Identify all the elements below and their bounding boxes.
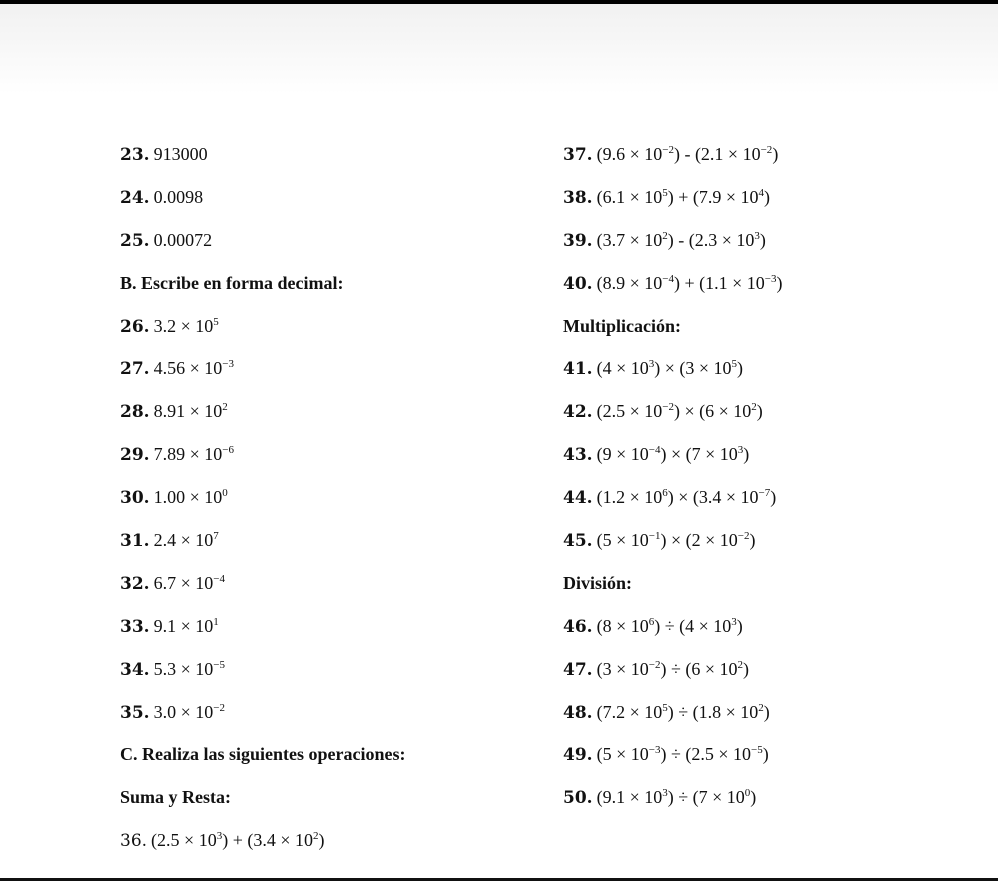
expression-part: ): [772, 144, 779, 164]
exercise-expression: [154, 487, 228, 507]
expression-part: (3.7 × 10: [596, 229, 663, 250]
exponent: 2: [313, 830, 319, 843]
expression-part: ): [736, 615, 743, 636]
expression-part: 4.56 × 10: [153, 358, 223, 379]
expression-part: (9 × 10: [596, 444, 649, 465]
expression-part: ) + (1.1 × 10: [673, 272, 765, 293]
exercise-item: [120, 697, 540, 740]
exponent: 2: [751, 401, 757, 414]
exponent: 2: [737, 658, 743, 671]
exponent: −2: [662, 144, 674, 156]
exercise-number: 33.: [120, 616, 150, 637]
exponent: −1: [648, 530, 661, 543]
section-heading: [120, 739, 540, 782]
expression-part: ): [759, 229, 766, 250]
section-heading: [563, 311, 983, 354]
expression-part: (2.5 × 10: [151, 830, 217, 851]
expression-part: (4 × 10: [596, 358, 649, 379]
exercise-expression: [597, 187, 770, 207]
exponent: 3: [662, 787, 668, 800]
exponent: −2: [760, 144, 773, 156]
exercise-item: [120, 225, 540, 268]
exercise-number: 25.: [120, 230, 150, 251]
expression-part: 9.1 × 10: [153, 615, 214, 636]
top-shadow: [0, 4, 998, 94]
exercise-number: 48.: [563, 702, 593, 723]
exponent: 6: [662, 487, 668, 500]
section-heading-text: B. Escribe en forma decimal:: [120, 272, 344, 293]
exercise-item: [563, 439, 983, 482]
exponent: −4: [213, 572, 225, 585]
expression-part: ) ÷ (1.8 × 10: [667, 701, 759, 722]
expression-part: ): [737, 358, 744, 379]
expression-part: ): [770, 487, 777, 508]
exercise-number: 41.: [563, 359, 593, 380]
exercise-number: 27.: [120, 359, 150, 380]
exercise-expression: [154, 659, 225, 679]
expression-part: ) × (2 × 10: [660, 530, 738, 551]
exponent: −2: [737, 530, 750, 543]
exponent: −4: [662, 272, 674, 285]
section-heading-text: Suma y Resta:: [120, 787, 231, 808]
exercise-number: 38.: [563, 187, 593, 208]
left-column: [120, 139, 540, 868]
exponent: −5: [750, 744, 763, 757]
expression-part: 6.7 × 10: [153, 572, 214, 593]
exercise-expression: [597, 487, 777, 507]
expression-part: ): [776, 272, 783, 293]
expression-part: ) + (7.9 × 10: [667, 186, 759, 207]
exercise-item: [120, 439, 540, 482]
exercise-item: [563, 225, 983, 268]
exercise-number: 50.: [563, 788, 593, 809]
exercise-number: 35.: [120, 702, 150, 723]
exercise-number: 24.: [120, 187, 150, 208]
expression-part: ) ÷ (7 × 10: [667, 787, 745, 808]
expression-part: 7.89 × 10: [153, 444, 223, 465]
exercise-expression: [154, 573, 225, 593]
expression-part: (7.2 × 10: [596, 701, 663, 722]
exercise-expression: [154, 702, 225, 722]
expression-part: ) - (2.3 × 10: [667, 229, 755, 250]
exercise-expression: [597, 702, 770, 722]
exponent: −3: [222, 358, 234, 371]
exercise-expression: [597, 659, 749, 679]
exercise-number: 47.: [563, 659, 593, 680]
expression-part: ): [764, 186, 771, 207]
exponent: 3: [216, 830, 223, 843]
expression-part: (5 × 10: [596, 530, 649, 551]
exercise-number: 28.: [120, 402, 150, 423]
exponent: 3: [754, 229, 760, 242]
expression-part: 3.0 × 10: [153, 701, 214, 722]
exercise-item: [120, 482, 540, 525]
exercise-expression: [154, 616, 219, 636]
exercise-expression: [154, 401, 228, 421]
expression-part: ): [749, 530, 756, 551]
exercise-expression: [597, 358, 743, 378]
expression-part: ) × (3.4 × 10: [667, 487, 759, 508]
expression-part: (3 × 10: [596, 658, 649, 679]
exercise-number: 29.: [120, 445, 150, 466]
exponent: 1: [213, 615, 219, 628]
exponent: −3: [764, 272, 777, 285]
expression-part: ): [762, 744, 769, 765]
exponent: 2: [222, 401, 228, 414]
right-column: [563, 139, 983, 825]
exercise-item: [120, 525, 540, 568]
exercise-number: 30.: [120, 488, 150, 509]
exercise-number: 37.: [563, 145, 593, 165]
section-heading-text: Multiplicación:: [563, 315, 681, 336]
exercise-expression: [597, 230, 766, 250]
exercise-item: [563, 782, 983, 825]
exercise-expression: [597, 787, 757, 807]
expression-part: ) ÷ (2.5 × 10: [660, 744, 751, 765]
exercise-item: [120, 396, 540, 439]
exercise-expression: [154, 530, 219, 550]
expression-part: 5.3 × 10: [153, 658, 214, 679]
exponent: −5: [213, 658, 225, 671]
expression-part: ): [743, 444, 750, 465]
exercise-expression: [597, 530, 756, 550]
exercise-item: [120, 139, 540, 182]
exercise-item: [563, 396, 983, 439]
expression-part: 1.00 × 10: [153, 487, 223, 508]
section-heading: [120, 782, 540, 825]
exercise-item: [120, 611, 540, 654]
exercise-item: [563, 611, 983, 654]
exercise-expression: [154, 358, 234, 378]
exercise-expression: [154, 316, 219, 336]
exercise-number: 39.: [563, 230, 593, 251]
exercise-item: [563, 697, 983, 740]
exercise-item: [120, 311, 540, 354]
expression-part: (2.5 × 10: [596, 401, 663, 422]
expression-part: ) - (2.1 × 10: [673, 144, 761, 164]
exercise-item: [563, 739, 983, 782]
exercise-item: [120, 353, 540, 396]
expression-part: (1.2 × 10: [596, 487, 663, 508]
section-heading-text: C. Realiza las siguientes operaciones:: [120, 744, 406, 765]
expression-part: 0.00072: [153, 229, 213, 250]
exercise-number: 34.: [120, 659, 150, 680]
exponent: 3: [737, 444, 744, 457]
exercise-number: 49.: [563, 745, 593, 766]
exponent: −4: [648, 444, 661, 457]
section-heading: [563, 568, 983, 611]
exercise-expression: [597, 144, 779, 164]
exercise-expression: [597, 401, 763, 421]
exponent: 2: [662, 229, 668, 242]
expression-part: ): [763, 701, 770, 722]
exercise-item: [563, 482, 983, 525]
exercise-item: [120, 568, 540, 611]
exponent: 6: [648, 615, 655, 628]
expression-part: (8.9 × 10: [596, 272, 663, 293]
exercise-item: [563, 525, 983, 568]
exercise-number: 26.: [120, 316, 150, 337]
exercise-number: 43.: [563, 445, 593, 466]
exercise-number: 32.: [120, 573, 150, 594]
expression-part: (9.1 × 10: [596, 787, 663, 808]
exponent: −2: [213, 701, 225, 714]
expression-part: ) × (7 × 10: [660, 444, 738, 465]
exercise-number: 31.: [120, 531, 150, 552]
exercise-expression: [597, 444, 750, 464]
exercise-expression: [597, 744, 769, 764]
exponent: 2: [758, 701, 764, 714]
exercise-number: 36.: [120, 831, 148, 852]
exercise-number: 44.: [563, 488, 593, 509]
expression-part: ): [750, 787, 757, 808]
expression-part: (6.1 × 10: [596, 186, 663, 207]
exponent: 4: [758, 186, 765, 199]
exercise-item: [563, 139, 983, 182]
exercise-item: [563, 268, 983, 311]
exponent: 3: [648, 358, 655, 371]
exercise-number: 40.: [563, 273, 593, 294]
exercise-expression: [154, 230, 213, 250]
exponent: 7: [213, 530, 219, 543]
exponent: 5: [662, 701, 668, 714]
exponent: 0: [744, 787, 751, 800]
exponent: 0: [222, 487, 228, 500]
section-heading: [120, 268, 540, 311]
exercise-number: 23.: [120, 145, 150, 165]
exponent: 3: [731, 615, 737, 628]
exercise-number: 45.: [563, 531, 593, 552]
exponent: −2: [662, 401, 674, 414]
expression-part: (5 × 10: [596, 744, 649, 765]
exercise-expression: [597, 616, 743, 636]
exercise-item: [563, 654, 983, 697]
exercise-item: [563, 353, 983, 396]
exercise-item: [120, 654, 540, 697]
expression-part: ) ÷ (6 × 10: [660, 658, 738, 679]
expression-part: (8 × 10: [596, 615, 649, 636]
exercise-expression: [154, 444, 234, 464]
expression-part: ) ÷ (4 × 10: [654, 615, 732, 636]
expression-part: ): [742, 658, 749, 679]
expression-part: 3.2 × 10: [153, 315, 214, 336]
expression-part: ): [756, 401, 763, 422]
exercise-item: [120, 182, 540, 225]
expression-part: ) × (6 × 10: [673, 401, 752, 422]
exercise-expression: [151, 830, 324, 850]
expression-part: 2.4 × 10: [153, 530, 214, 551]
expression-part: 913000: [153, 144, 208, 164]
expression-part: ) + (3.4 × 10: [222, 830, 313, 851]
expression-part: ): [318, 830, 325, 851]
exponent: −6: [222, 444, 234, 457]
exercise-expression: [597, 273, 783, 293]
expression-part: 8.91 × 10: [153, 401, 223, 422]
expression-part: ) × (3 × 10: [654, 358, 732, 379]
exercise-number: 46.: [563, 616, 593, 637]
exercise-number: 42.: [563, 402, 593, 423]
exponent: −7: [758, 487, 771, 500]
section-heading-text: División:: [563, 572, 633, 593]
exponent: 5: [731, 358, 738, 371]
expression-part: (9.6 × 10: [596, 144, 663, 164]
exponent: −2: [648, 658, 661, 671]
expression-part: 0.0098: [153, 186, 204, 207]
exponent: −3: [648, 744, 661, 757]
exercise-item: [120, 825, 540, 868]
exponent: 5: [213, 315, 219, 328]
exercise-item: [563, 182, 983, 225]
exercise-expression: [154, 187, 204, 207]
exponent: 5: [662, 186, 668, 199]
exercise-expression: [154, 144, 208, 164]
